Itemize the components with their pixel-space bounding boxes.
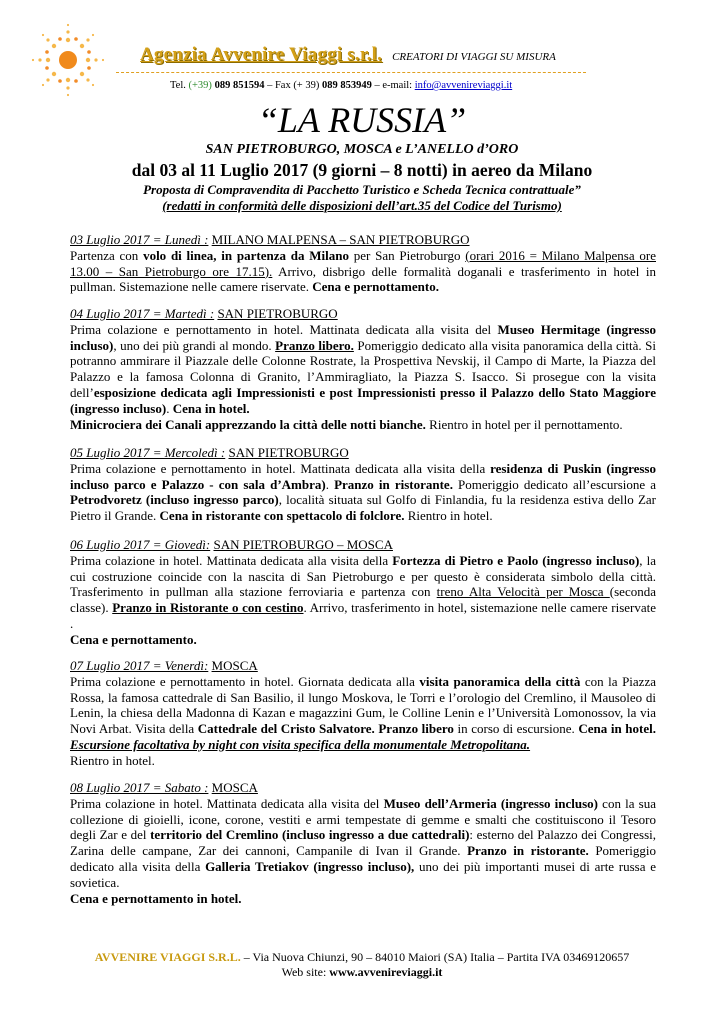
- trip-title: “LA RUSSIA”: [257, 100, 467, 140]
- day-heading: [70, 306, 656, 322]
- website-link[interactable]: www.avvenireviaggi.it: [329, 965, 443, 979]
- day-description: Rientro in hotel.: [70, 752, 155, 768]
- page-footer: [40, 950, 684, 980]
- day-description: Prima colazione e pernottamento in hotel. Giornata dedicata alla visita panoramica della città con la Piazza Rossa, la famosa cattedrale di San Basilio, il lungo Moskova, le Torri e l’orologio del Cremlino, il Mausoleo di Lenin, la chiesa della Madonna di Kazan e magazzini Gum, le Colline Lenin e l’Università Lomonossov, la via Novi Arbat. Visita della Cattedrale del Cristo Salvatore. Pranzo libero in corso di escursione. Cena in hotel. Escursione facoltativa by night con visita specifica della monumentale Metropolitana.: [70, 673, 656, 752]
- company-header: [140, 44, 556, 66]
- company-tagline: CREATORI DI VIAGGI SU MISURA: [392, 51, 556, 63]
- sun-logo-icon: [28, 20, 108, 100]
- day-description: Cena e pernottamento.: [70, 631, 197, 647]
- day-date: 03 Luglio 2017 = Lunedì :: [70, 232, 209, 247]
- day-description: Prima colazione e pernottamento in hotel. Mattinata dedicata alla visita del Museo Hermitage (ingresso incluso), uno dei più grandi al mondo. Pranzo libero. Pomeriggio dedicato alla visita panoramica della città. Si potranno ammirare il Piazzale delle Colonne Rostrate, la Prospettiva Nevskij, il Campo di Marte, la Piazza del Palazzo e la famosa Colonna di Granito, l’Ammiragliato, la Piazza S. Isacco. Si prosegue con la visita dell’esposizione dedicata agli Impressionisti e post Impressionisti presso il Palazzo dello Stato Maggiore (ingresso incluso). Cena in hotel.: [70, 321, 656, 416]
- day-place: SAN PIETROBURGO: [217, 306, 338, 321]
- day-entry: [70, 537, 656, 648]
- day-entry: [70, 780, 656, 906]
- footer-brand: AVVENIRE VIAGGI S.R.L.: [94, 950, 241, 964]
- day-description: Prima colazione in hotel. Mattinata dedicata alla visita del Museo dell’Armeria (ingresso incluso) con la sua collezione di gioielli, icone, corone, vestiti e armi tempestate di gemme e smalti che costituiscono il Tesoro degli Zar e del territorio del Cremlino (incluso ingresso a due cattedrali): esterno del Palazzo dei Congressi, Zarina delle campane, Zar dei cannoni, Campanile di Ivan il Grande. Pranzo in ristorante. Pomeriggio dedicato alla visita della Galleria Tretiakov (ingresso incluso), uno dei più importanti musei di arte russa e sovietica.: [70, 795, 657, 890]
- fax-label: – Fax (+ 39): [267, 80, 320, 91]
- day-heading: [70, 658, 656, 674]
- day-date: 07 Luglio 2017 = Venerdì:: [70, 658, 209, 673]
- day-heading: [70, 537, 656, 553]
- legal-note: (redatti in conformità delle disposizioni dell’art.35 del Codice del Turismo): [162, 198, 562, 213]
- day-date: 05 Luglio 2017 = Mercoledì :: [70, 445, 226, 460]
- day-description: Cena e pernottamento in hotel.: [70, 890, 242, 906]
- footer-address-line: [40, 950, 684, 965]
- day-heading: [70, 232, 656, 248]
- day-heading: [70, 780, 656, 796]
- day-date: 06 Luglio 2017 = Giovedì:: [70, 537, 211, 552]
- day-heading: [70, 445, 656, 461]
- footer-web-line: [40, 965, 684, 980]
- day-description: Prima colazione in hotel. Mattinata dedicata alla visita della Fortezza di Pietro e Paolo (ingresso incluso), la cui costruzione coincide con la nascita di San Pietroburgo e per questo è considerata simbolo della città. Trasferimento in pullman alla stazione ferroviaria e partenza con treno Alta Velocità per Mosca (seconda classe). Pranzo in Ristorante o con cestino. Arrivo, trasferimento in hotel, sistemazione nelle camere riservate .: [70, 552, 657, 631]
- tel-label: Tel.: [170, 80, 186, 91]
- day-description: Partenza con volo di linea, in partenza da Milano per San Pietroburgo (orari 2016 = Milano Malpensa ore 13.00 – San Pietroburgo ore 17.15). Arrivo, disbrigo delle formalità doganali e trasferimento in hotel in pullman. Sistemazione nelle camere riservate. Cena e pernottamento.: [70, 247, 656, 295]
- day-place: MILANO MALPENSA – SAN PIETROBURGO: [211, 232, 470, 247]
- tel-prefix: (+39): [188, 80, 212, 91]
- trip-subtitle: SAN PIETROBURGO, MOSCA e L’ANELLO d’ORO: [205, 142, 519, 157]
- day-entry: [70, 306, 656, 432]
- day-description: Minicrociera dei Canali apprezzando la città delle notti bianche. Rientro in hotel per il pernottamento.: [70, 416, 623, 432]
- company-name: Agenzia Avvenire Viaggi s.r.l.: [140, 44, 383, 65]
- day-place: SAN PIETROBURGO: [228, 445, 349, 460]
- footer-address: – Via Nuova Chiunzi, 90 – 84010 Maiori (SA) Italia – Partita IVA 03469120657: [240, 950, 630, 964]
- web-label: Web site:: [281, 965, 330, 979]
- tel-number: 089 851594: [214, 80, 265, 91]
- day-date: 04 Luglio 2017 = Martedì :: [70, 306, 215, 321]
- email-label: – e-mail:: [374, 80, 413, 91]
- day-entry: [70, 658, 656, 769]
- header-divider: [116, 72, 586, 73]
- day-entry: [70, 232, 656, 295]
- day-place: MOSCA: [211, 780, 258, 795]
- day-description: Prima colazione e pernottamento in hotel. Mattinata dedicata alla visita della residenza di Puskin (ingresso incluso parco e Palazzo - con sala d’Ambra). Pranzo in ristorante. Pomeriggio dedicato all’escursione a Petrodvoretz (incluso ingresso parco), località situata sul Golfo di Finlandia, fu la residenza estiva dello Zar Pietro il Grande. Cena in ristorante con spettacolo di folclore. Rientro in hotel.: [70, 460, 657, 524]
- proposal-line: Proposta di Compravendita di Pacchetto Turistico e Scheda Tecnica contrattuale”: [143, 182, 581, 197]
- contact-line: [170, 80, 512, 91]
- day-place: SAN PIETROBURGO – MOSCA: [213, 537, 393, 552]
- trip-dates: dal 03 al 11 Luglio 2017 (9 giorni – 8 notti) in aereo da Milano: [131, 160, 593, 180]
- email-link[interactable]: info@avvenireviaggi.it: [414, 80, 513, 91]
- day-date: 08 Luglio 2017 = Sabato :: [70, 780, 209, 795]
- fax-number: 089 853949: [321, 80, 372, 91]
- day-place: MOSCA: [211, 658, 258, 673]
- day-entry: [70, 445, 656, 524]
